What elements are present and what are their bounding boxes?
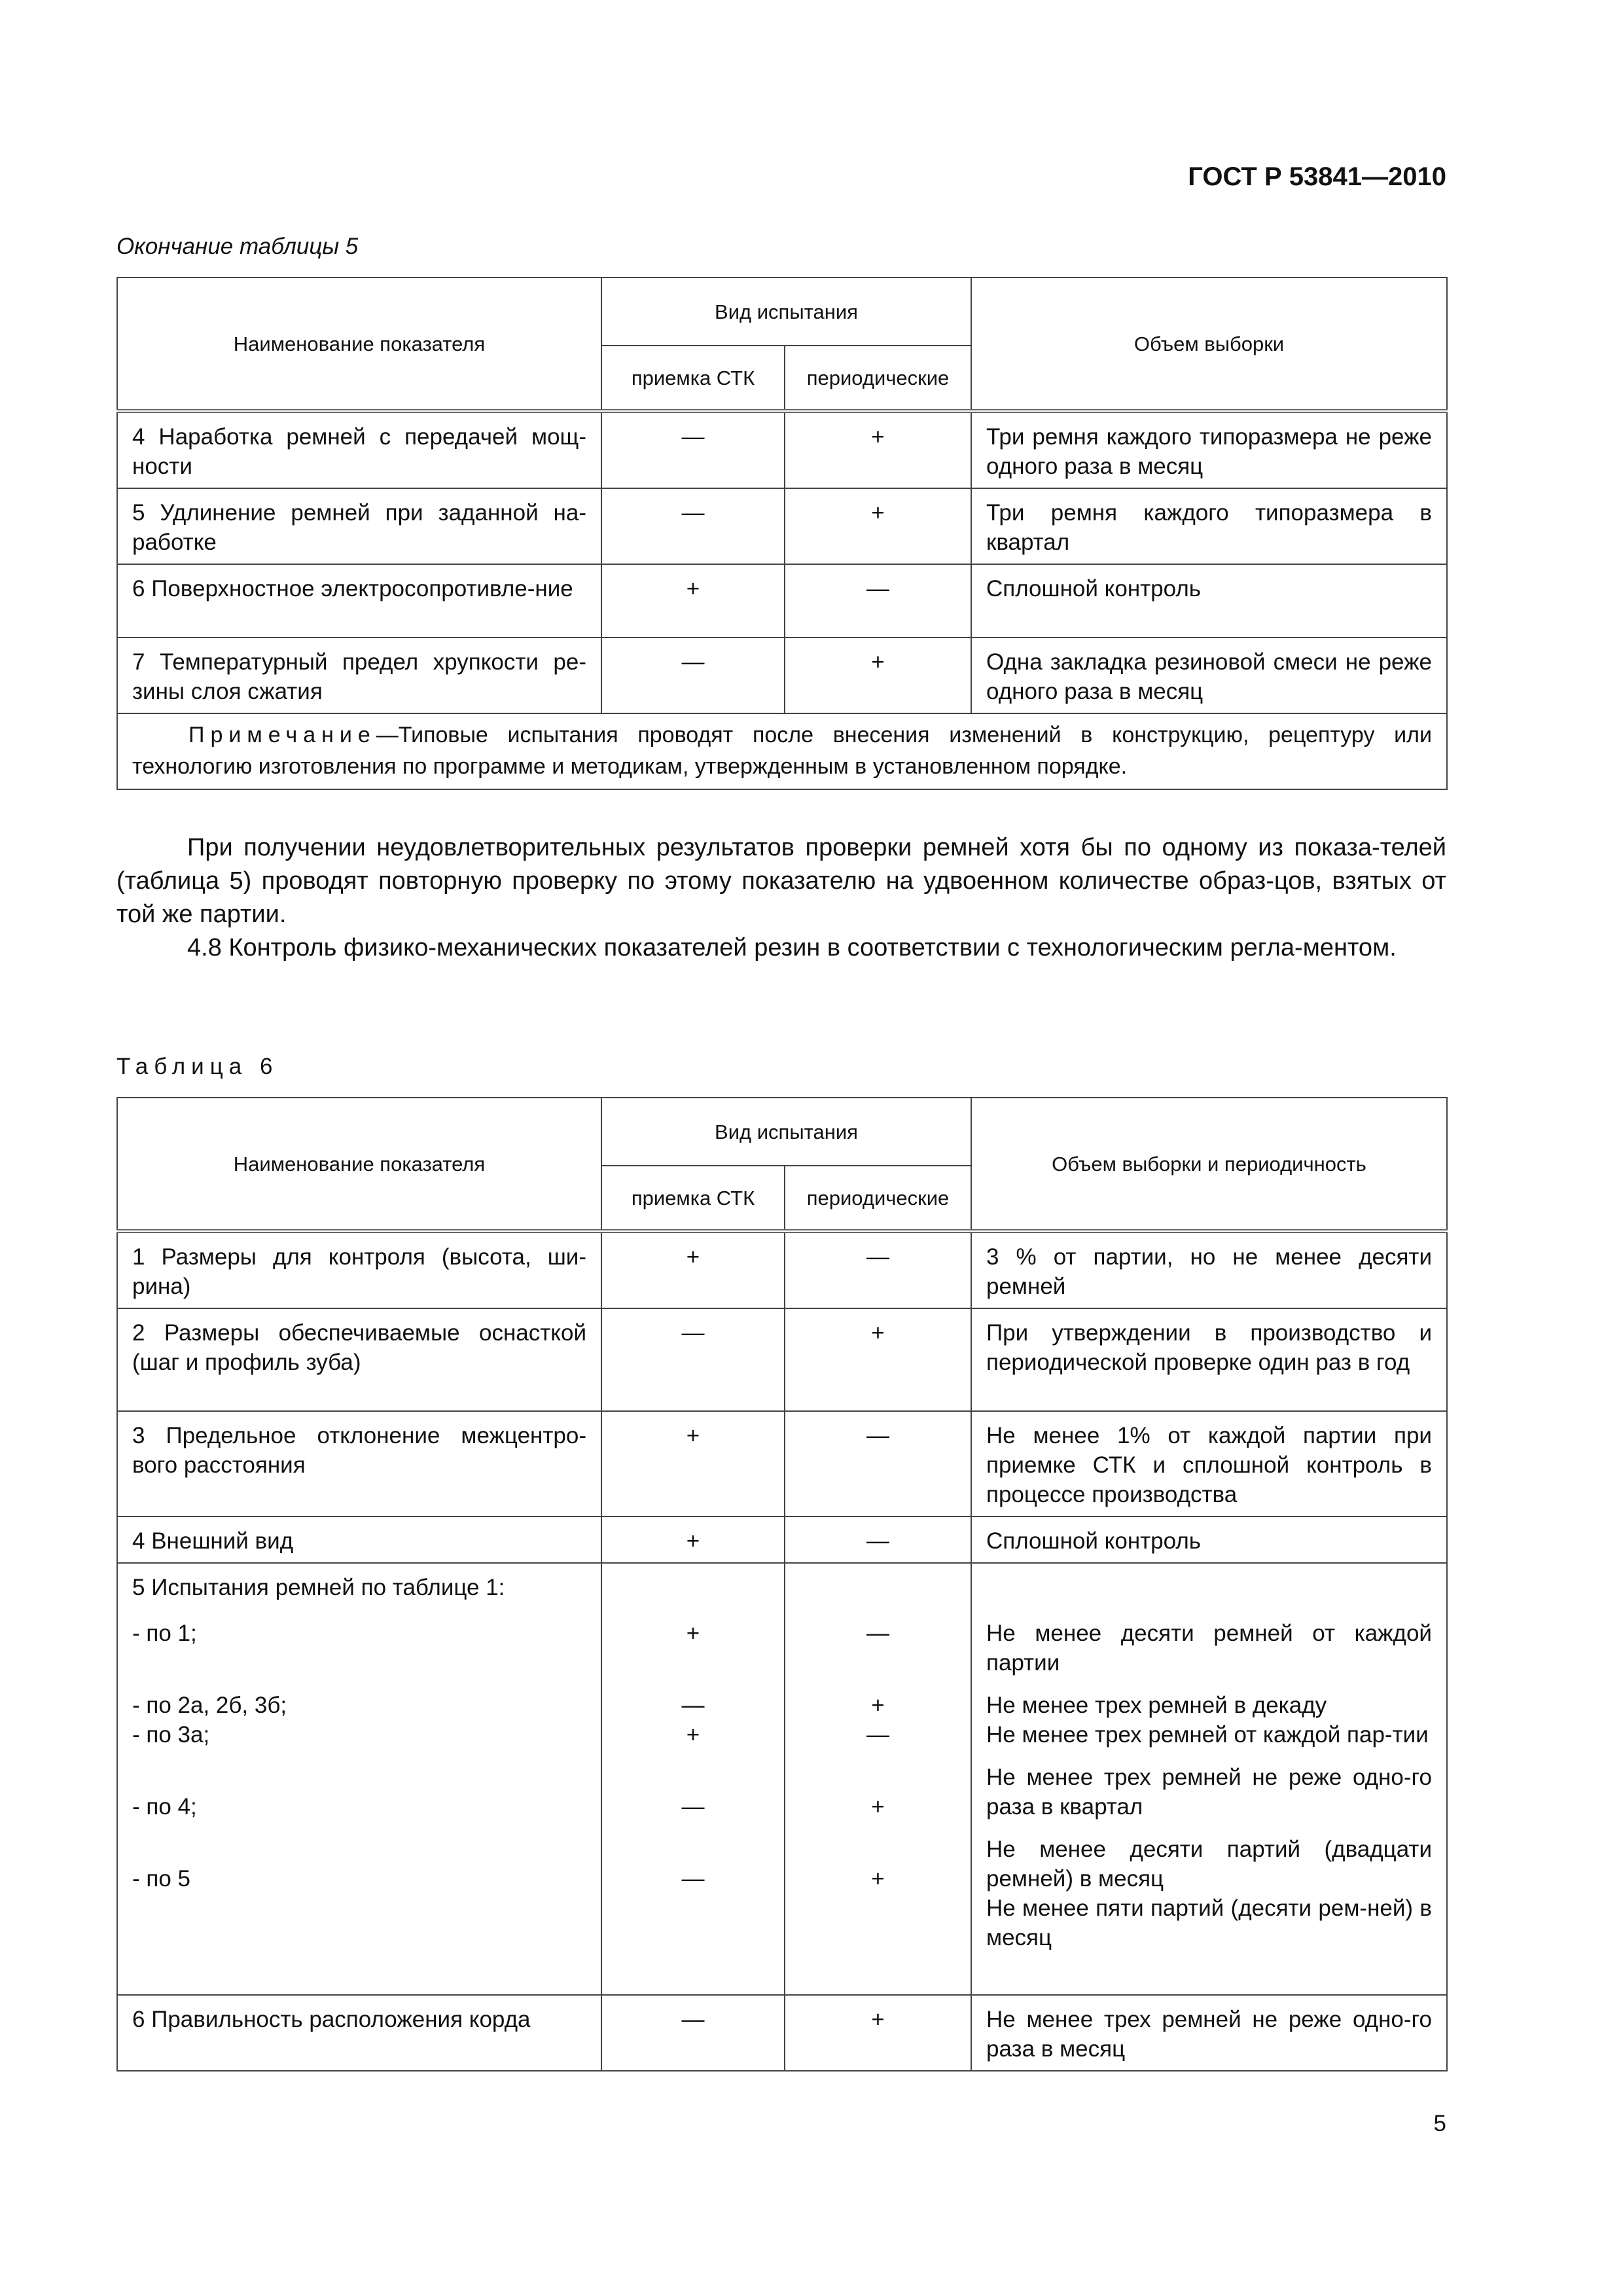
periodic-mark: + bbox=[785, 637, 971, 713]
col-header-sample: Объем выборки bbox=[971, 278, 1447, 411]
col-header-name: Наименование показателя bbox=[117, 278, 601, 411]
indicator-name: 1 Размеры для контроля (высота, ши-рина) bbox=[117, 1231, 601, 1308]
indicator-name: 6 Правильность расположения корда bbox=[117, 1995, 601, 2071]
periodic-mark: + bbox=[871, 1866, 885, 1892]
periodic-mark: + bbox=[785, 488, 971, 564]
col-header-sample: Объем выборки и периодичность bbox=[971, 1098, 1447, 1231]
sub-item-sample: Не менее пяти партий (десяти рем-ней) в месяц bbox=[986, 1895, 1432, 1950]
table-row bbox=[117, 1231, 1447, 1308]
sub-item-name: - по 1; bbox=[132, 1621, 197, 1646]
sub-item-name: - по 5 bbox=[132, 1866, 190, 1892]
sample-size: Одна закладка резиновой смеси не реже одного раза в месяц bbox=[971, 637, 1447, 713]
acceptance-mark: — bbox=[601, 411, 785, 488]
table-row bbox=[117, 637, 1447, 713]
table-row bbox=[117, 411, 1447, 488]
acceptance-mark: — bbox=[601, 637, 785, 713]
sub-item-name: - по 2а, 2б, 3б; bbox=[132, 1693, 287, 1718]
sub-item-name: - по 4; bbox=[132, 1794, 197, 1820]
acceptance-mark: + bbox=[601, 564, 785, 637]
col-header-name: Наименование показателя bbox=[117, 1098, 601, 1231]
sample-size: При утверждении в производство и периодической проверке один раз в год bbox=[971, 1308, 1447, 1411]
acceptance-mark: + bbox=[686, 1621, 700, 1646]
acceptance-mark: — bbox=[681, 1794, 705, 1820]
table-row bbox=[117, 1995, 1447, 2071]
indicator-name: 5 Удлинение ремней при заданной на-работке bbox=[117, 488, 601, 564]
acceptance-mark: + bbox=[601, 1411, 785, 1516]
page-number: 5 bbox=[1433, 2111, 1446, 2136]
sub-item-sample: Не менее трех ремней от каждой пар-тии bbox=[986, 1722, 1429, 1748]
indicator-name: 4 Наработка ремней с передачей мощ-ности bbox=[117, 411, 601, 488]
acceptance-mark: + bbox=[686, 1722, 700, 1748]
periodic-mark: — bbox=[785, 564, 971, 637]
acceptance-mark: + bbox=[601, 1231, 785, 1308]
indicator-name: 7 Температурный предел хрупкости ре-зины слоя сжатия bbox=[117, 637, 601, 713]
table5-caption: Окончание таблицы 5 bbox=[116, 234, 359, 259]
periodic-mark: + bbox=[871, 1794, 885, 1820]
table-row bbox=[117, 488, 1447, 564]
acceptance-mark: — bbox=[601, 1995, 785, 2071]
table6-caption: Таблица 6 bbox=[116, 1054, 279, 1079]
indicator-name: 4 Внешний вид bbox=[117, 1516, 601, 1563]
table-row bbox=[117, 564, 1447, 637]
periodic-mark: — bbox=[866, 1722, 889, 1748]
table-row bbox=[117, 1563, 1447, 1995]
sample-size bbox=[971, 1563, 1447, 1995]
paragraph: 4.8 Контроль физико-механических показателей резин в соответствии с технологическим регла-ментом. bbox=[187, 934, 1397, 961]
indicator-name bbox=[117, 1563, 601, 1995]
table-row bbox=[117, 1308, 1447, 1411]
indicator-name: 2 Размеры обеспечиваемые оснасткой (шаг и профиль зуба) bbox=[117, 1308, 601, 1411]
table-6 bbox=[116, 1097, 1448, 2072]
table-note bbox=[117, 713, 1447, 789]
table-row bbox=[117, 1411, 1447, 1516]
periodic-mark: + bbox=[785, 1308, 971, 1411]
sub-item-sample: Не менее трех ремней не реже одно-го раза в квартал bbox=[986, 1765, 1432, 1820]
col-header-test-type: Вид испытания bbox=[601, 1098, 971, 1166]
row5-title: 5 Испытания ремней по таблице 1: bbox=[132, 1575, 505, 1600]
sub-item-sample: Не менее десяти партий (двадцати ремней) в месяц bbox=[986, 1837, 1432, 1892]
periodic-mark bbox=[785, 1563, 971, 1995]
sub-item-sample: Не менее трех ремней в декаду bbox=[986, 1693, 1327, 1718]
acceptance-mark: — bbox=[681, 1693, 705, 1718]
paragraph: При получении неудовлетворительных результатов проверки ремней хотя бы по одному из показа-телей (таблица 5) проводят повторную проверку по этому показателю на удвоенном количестве образ-цов, взятых от той же партии. bbox=[116, 834, 1446, 928]
sample-size: Не менее трех ремней не реже одно-го раза в месяц bbox=[971, 1995, 1447, 2071]
sample-size: Не менее 1% от каждой партии при приемке СТК и сплошной контроль в процессе производства bbox=[971, 1411, 1447, 1516]
col-header-test-type: Вид испытания bbox=[601, 278, 971, 346]
col-header-acceptance: приемка СТК bbox=[601, 1166, 785, 1231]
sample-size: Три ремня каждого типоразмера в квартал bbox=[971, 488, 1447, 564]
periodic-mark: — bbox=[785, 1231, 971, 1308]
sample-size: Сплошной контроль bbox=[971, 564, 1447, 637]
periodic-mark: — bbox=[866, 1621, 889, 1646]
standard-designation: ГОСТ Р 53841—2010 bbox=[1188, 162, 1446, 191]
sample-size: Три ремня каждого типоразмера не реже одного раза в месяц bbox=[971, 411, 1447, 488]
col-header-acceptance: приемка СТК bbox=[601, 346, 785, 411]
periodic-mark: + bbox=[871, 1693, 885, 1718]
table-5 bbox=[116, 277, 1448, 790]
acceptance-mark: + bbox=[601, 1516, 785, 1563]
periodic-mark: + bbox=[785, 411, 971, 488]
sub-item-sample: Не менее десяти ремней от каждой партии bbox=[986, 1621, 1432, 1676]
body-text bbox=[116, 831, 1446, 965]
indicator-name: 6 Поверхностное электросопротивле-ние bbox=[117, 564, 601, 637]
indicator-name: 3 Предельное отклонение межцентро-вого расстояния bbox=[117, 1411, 601, 1516]
table-note-row bbox=[117, 713, 1447, 789]
col-header-periodic: периодические bbox=[785, 346, 971, 411]
periodic-mark: — bbox=[785, 1411, 971, 1516]
sub-item-name: - по 3а; bbox=[132, 1722, 210, 1748]
periodic-mark: — bbox=[785, 1516, 971, 1563]
acceptance-mark bbox=[601, 1563, 785, 1995]
note-text: —Типовые испытания проводят после внесения изменений в конструкцию, рецептуру или технологию изготовления по программе и методикам, утвержденным в установленном порядке. bbox=[132, 723, 1432, 779]
sample-size: 3 % от партии, но не менее десяти ремней bbox=[971, 1231, 1447, 1308]
table-row bbox=[117, 1516, 1447, 1563]
periodic-mark: + bbox=[785, 1995, 971, 2071]
sample-size: Сплошной контроль bbox=[971, 1516, 1447, 1563]
acceptance-mark: — bbox=[601, 1308, 785, 1411]
acceptance-mark: — bbox=[681, 1866, 705, 1892]
acceptance-mark: — bbox=[601, 488, 785, 564]
note-label: Примечание bbox=[188, 723, 376, 747]
col-header-periodic: периодические bbox=[785, 1166, 971, 1231]
